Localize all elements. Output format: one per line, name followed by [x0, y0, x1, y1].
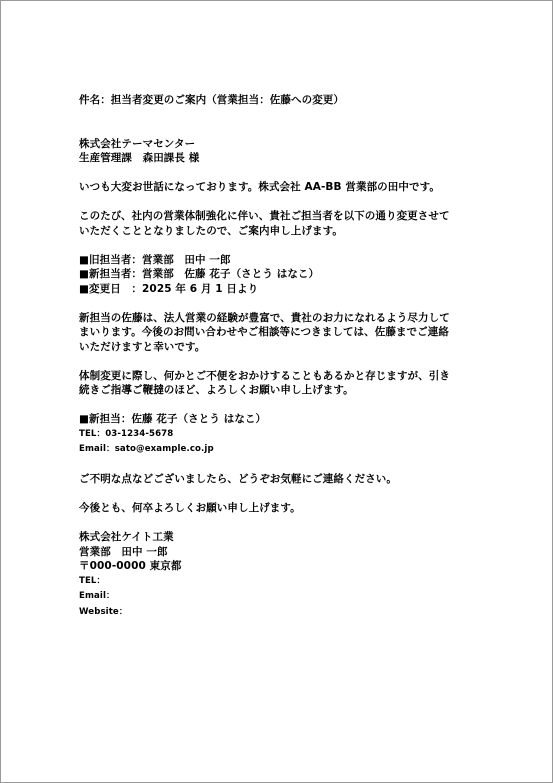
body-line: 新担当の佐藤は、法人営業の経験が豊富で、貴社のお力になれるよう尽力して — [79, 311, 450, 324]
recipient-company: 株式会社テーマセンター — [79, 137, 196, 150]
intro-line: このたび、社内の営業体制強化に伴い、貴社ご担当者を以下の通り変更させて — [79, 210, 450, 222]
signature-dept-name: 営業部 田中 一郎 — [79, 545, 168, 558]
apology-line: 続きご指導ご鞭撻のほど、よろしくお願い申し上げます。 — [79, 384, 354, 396]
email-subject: 件名：担当者変更のご案内（営業担当：佐藤への変更） — [79, 94, 344, 106]
email-body — [79, 93, 499, 620]
closing-line: 今後とも、何卒よろしくお願い申し上げます。 — [79, 502, 301, 514]
recipient-person: 生産管理課 森田課長 様 — [79, 152, 200, 164]
new-contact-tel: TEL：03-1234-5678 — [79, 428, 174, 439]
signature-tel: TEL： — [79, 575, 106, 586]
signature-email: Email： — [79, 591, 115, 601]
body-line: いただけますと幸いです。 — [79, 340, 206, 353]
change-detail-new: ■新担当者：営業部 佐藤 花子（さとう はなこ） — [79, 268, 320, 280]
signature-website: Website： — [79, 606, 128, 617]
signature-address: 〒000-0000 東京都 — [79, 560, 182, 572]
body-line: まいります。今後のお問い合わせやご相談等につきましては、佐藤までご連絡 — [79, 326, 449, 338]
signature-company: 株式会社ケイト工業 — [79, 531, 174, 543]
greeting: いつも大変お世話になっております。株式会社 AA-BB 営業部の田中です。 — [79, 181, 440, 193]
change-detail-date: ■変更日 ：2025 年 6 月 1 日より — [79, 282, 259, 295]
inquiry-line: ご不明な点などございましたら、どうぞお気軽にご連絡ください。 — [79, 473, 397, 485]
new-contact-name: ■新担当：佐藤 花子（さとう はなこ） — [79, 413, 267, 425]
change-detail-old: ■旧担当者：営業部 田中 一郎 — [79, 253, 231, 266]
intro-line: いただくこととなりましたので、ご案内申し上げます。 — [79, 224, 343, 237]
apology-line: 体制変更に際し、何かとご不便をおかけすることもあるかと存じますが、引き — [79, 369, 450, 382]
new-contact-email: Email：sato@example.co.jp — [79, 444, 214, 454]
